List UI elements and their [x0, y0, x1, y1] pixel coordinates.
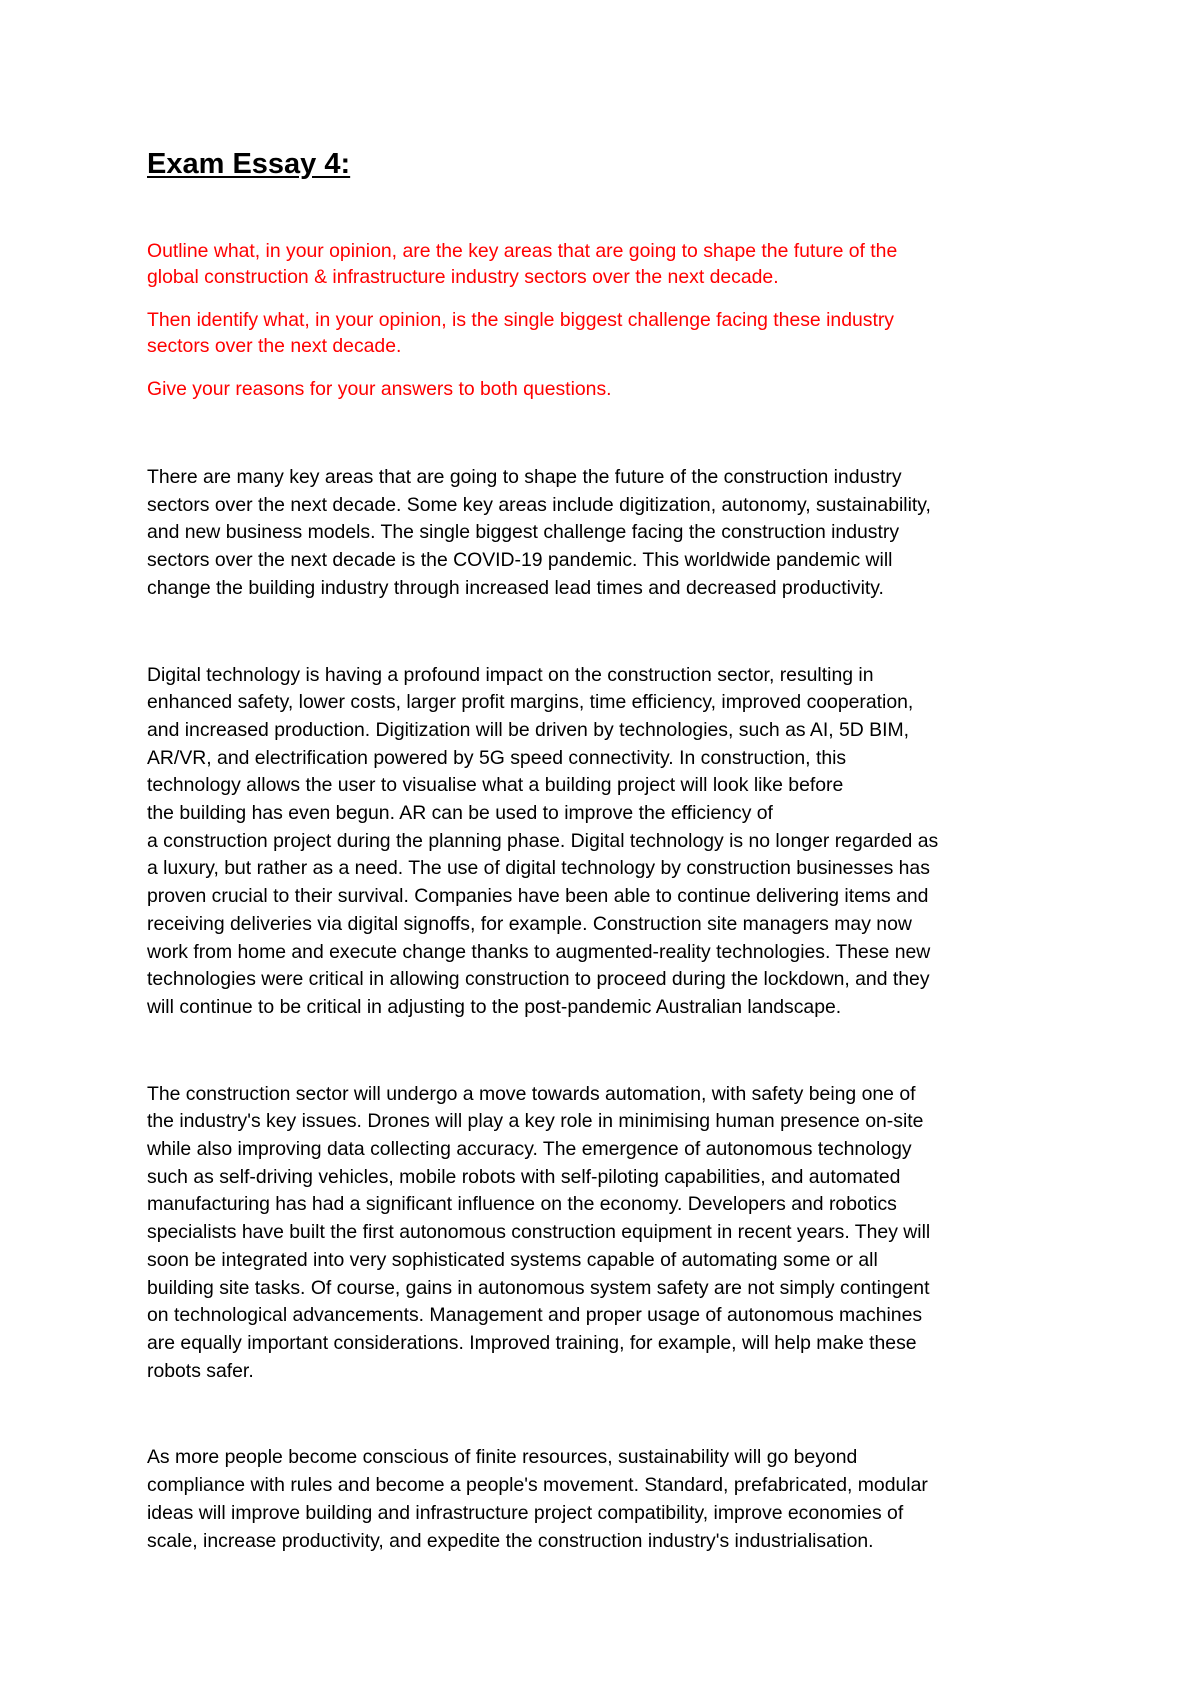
paragraph-line: The construction sector will undergo a move towards automation, with safety being one of: [147, 1082, 916, 1105]
essay-title: Exam Essay 4:: [147, 148, 351, 180]
prompt-outline-key-areas: [147, 238, 1097, 290]
prompt-give-reasons: [147, 376, 1097, 402]
prompt-line: Give your reasons for your answers to both questions.: [147, 378, 612, 400]
paragraph-line: building site tasks. Of course, gains in autonomous system safety are not simply contingent: [147, 1276, 930, 1299]
paragraph-line: a construction project during the planning phase. Digital technology is no longer regarded as: [147, 829, 939, 852]
paragraph-line: change the building industry through increased lead times and decreased productivity.: [147, 576, 884, 599]
paragraph-line: There are many key areas that are going to shape the future of the construction industry: [147, 466, 902, 488]
paragraph-line: Digital technology is having a profound impact on the construction sector, resulting in: [147, 663, 874, 686]
paragraph-line: work from home and execute change thanks to augmented-reality technologies. These new: [147, 940, 931, 963]
paragraph-line: compliance with rules and become a people's movement. Standard, prefabricated, modular: [147, 1474, 928, 1497]
prompt-identify-challenge: [147, 307, 1097, 359]
paragraph-line: enhanced safety, lower costs, larger profit margins, time efficiency, improved cooperation,: [147, 691, 914, 714]
paragraph-line: sectors over the next decade is the COVID-19 pandemic. This worldwide pandemic will: [147, 549, 893, 572]
paragraph-line: while also improving data collecting accuracy. The emergence of autonomous technology: [147, 1138, 912, 1161]
paragraph-sustainability: [147, 1444, 1097, 1555]
paragraph-line: are equally important considerations. Improved training, for example, will help make these: [147, 1331, 917, 1354]
paragraph-line: technology allows the user to visualise what a building project will look like before: [147, 774, 844, 797]
paragraph-line: receiving deliveries via digital signoffs, for example. Construction site managers may now: [147, 912, 912, 935]
paragraph-line: the building has even begun. AR can be used to improve the efficiency of: [147, 802, 773, 825]
paragraph-line: technologies were critical in allowing construction to proceed during the lockdown, and they: [147, 968, 930, 991]
paragraph-line: ideas will improve building and infrastructure project compatibility, improve economies of: [147, 1501, 904, 1524]
paragraph-line: soon be integrated into very sophisticated systems capable of automating some or all: [147, 1248, 878, 1271]
prompt-line: Outline what, in your opinion, are the key areas that are going to shape the future of the: [147, 240, 898, 262]
paragraph-automation: [147, 1081, 1097, 1386]
paragraph-line: a luxury, but rather as a need. The use of digital technology by construction businesses has: [147, 857, 930, 880]
prompt-line: global construction & infrastructure industry sectors over the next decade.: [147, 266, 779, 288]
paragraph-line: and new business models. The single biggest challenge facing the construction industry: [147, 521, 900, 544]
prompt-line: Then identify what, in your opinion, is the single biggest challenge facing these industry: [147, 309, 894, 331]
paragraph-line: will continue to be critical in adjusting to the post-pandemic Australian landscape.: [147, 995, 842, 1018]
paragraph-introduction: [147, 464, 1097, 603]
paragraph-digital-technology: [147, 662, 1097, 1022]
paragraph-line: robots safer.: [147, 1359, 254, 1382]
paragraph-line: the industry's key issues. Drones will play a key role in minimising human presence on-site: [147, 1110, 924, 1133]
paragraph-line: and increased production. Digitization will be driven by technologies, such as AI, 5D BIM,: [147, 718, 910, 741]
paragraph-line: scale, increase productivity, and expedite the construction industry's industrialisation.: [147, 1529, 874, 1552]
paragraph-line: such as self-driving vehicles, mobile robots with self-piloting capabilities, and automated: [147, 1165, 901, 1188]
document-content: [147, 146, 1097, 1555]
paragraph-line: AR/VR, and electrification powered by 5G speed connectivity. In construction, this: [147, 746, 847, 769]
paragraph-line: As more people become conscious of finite resources, sustainability will go beyond: [147, 1446, 858, 1469]
paragraph-line: specialists have built the first autonomous construction equipment in recent years. They will: [147, 1221, 931, 1244]
paragraph-line: on technological advancements. Management and proper usage of autonomous machines: [147, 1304, 923, 1327]
paragraph-line: proven crucial to their survival. Companies have been able to continue delivering items and: [147, 885, 929, 908]
question-prompts: [147, 238, 1097, 402]
paragraph-line: manufacturing has had a significant influence on the economy. Developers and robotics: [147, 1193, 897, 1216]
paragraph-line: sectors over the next decade. Some key areas include digitization, autonomy, sustainability,: [147, 493, 931, 516]
prompt-line: sectors over the next decade.: [147, 335, 402, 357]
